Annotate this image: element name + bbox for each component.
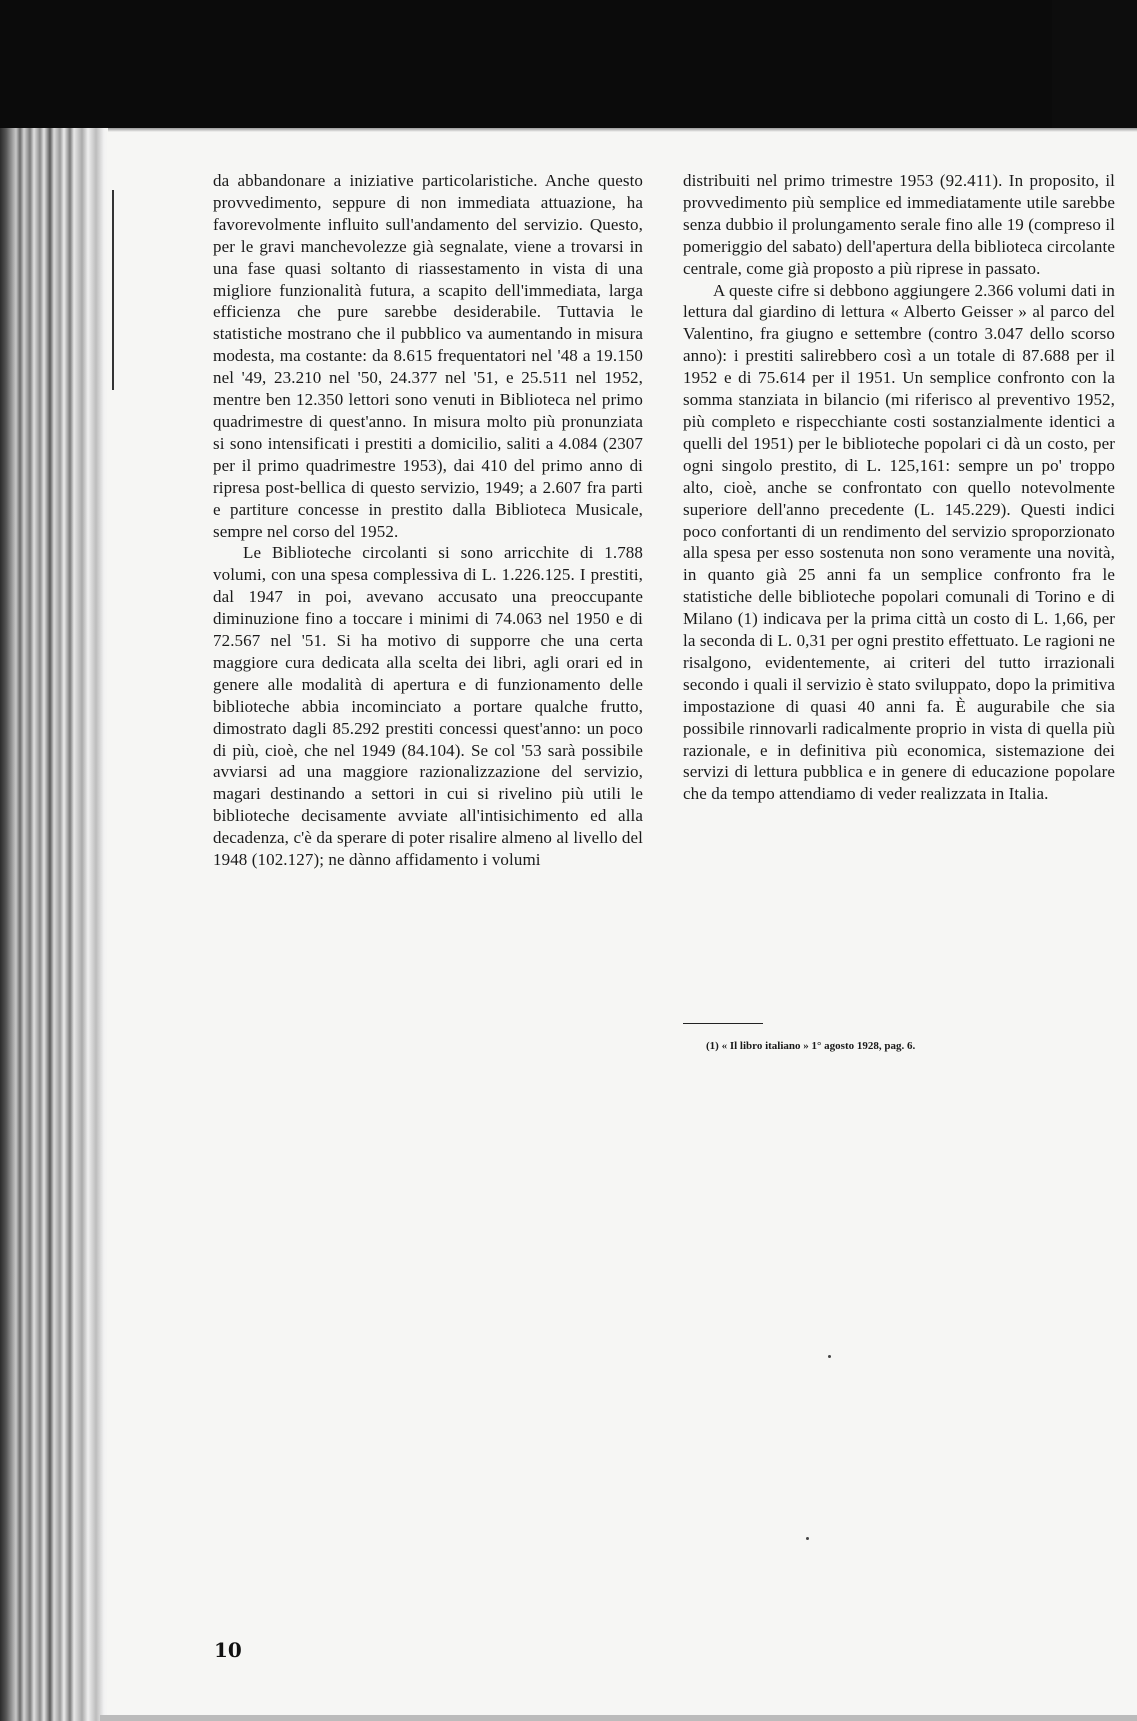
paragraph: da abbandonare a iniziative particolaristiche. Anche questo provvedimento, seppure di non immediata attuazione, ha favorevolmente influito sull'andamento del servizio. Questo, per le gravi manchevolezze già segnalate, viene a trovarsi in una fase quasi soltanto di riassestamento in vista di una migliore funzionalità futura, a scapito dell'immediata, larga efficienza che pure sarebbe desiderabile. Tuttavia le statistiche mostrano che il pubblico va aumentando in misura modesta, ma costante: da 8.615 frequentatori nel '48 a 19.150 nel '49, 23.210 nel '50, 24.377 nel '51, e 25.511 nel 1952, mentre ben 12.350 lettori sono venuti in Biblioteca nel primo quadrimestre di quest'anno. In misura molto più pronunziata si sono intensificati i prestiti a domicilio, saliti a 4.084 (2307 per il primo quadrimestre 1953), dai 410 del primo anno di ripresa post-bellica di questo servizio, 1949; a 2.607 fra parti e partiture concesse in prestito dalla Biblioteca Musicale, sempre nel corso del 1952.	[213, 171, 643, 541]
right-column	[683, 170, 1115, 805]
paragraph: A queste cifre si debbono aggiungere 2.366 volumi dati in lettura dal giardino di lettura « Alberto Geisser » al parco del Valentino, fra giugno e settembre (contro 3.047 dello scorso anno): i prestiti salirebbero così a un totale di 87.688 per il 1952 e di 75.614 per il 1951. Un semplice confronto con la somma stanziata in bilancio (mi riferisco al preventivo 1952, più completo e rispecchiante costi sostanzialmente identici a quelli del 1951) per le biblioteche popolari ci dà un costo, per ogni singolo prestito, di L. 125,161: sempre un po' troppo alto, cioè, anche se confrontato con quello notevolmente superiore dell'anno precedente (L. 145.229). Questi indici poco confortanti di un rendimento del servizio sproporzionato alla spesa per esso sostenuta non sono veramente una novità, in quanto già 25 anni fa un semplice confronto fra le statistiche delle biblioteche popolari comunali di Torino e di Milano (1) indicava per la prima città un costo di L. 1,66, per la seconda di L. 0,31 per ogni prestito effettuato. Le ragioni ne risalgono, evidentemente, ai criteri del tutto irrazionali secondo i quali il servizio è stato sviluppato, dopo la primitiva impostazione di quasi 40 anni fa. È augurabile che sia possibile rinnovarli radicalmente proprio in vista di quella più razionale, e in definitiva più economica, sistemazione dei servizi di lettura pubblica e in genere di educazione popolare che da tempo attendiamo di veder realizzata in Italia.	[683, 280, 1115, 804]
paragraph: distribuiti nel primo trimestre 1953 (92.411). In proposito, il provvedimento più semplice ed immediatamente utile sarebbe senza dubbio il prolungamento serale fino alle 19 (compreso il pomeriggio del sabato) dell'apertura della biblioteca circolante centrale, come già proposto a più riprese in passato.	[683, 171, 1115, 278]
footnote: (1) « Il libro italiano » 1° agosto 1928, pag. 6.	[706, 1040, 916, 1052]
scan-dark-border	[0, 0, 1137, 130]
speck	[806, 1537, 809, 1540]
spine-line	[112, 190, 114, 390]
left-column	[213, 170, 643, 871]
footnote-rule	[683, 1023, 763, 1024]
page-number: 10	[214, 1638, 242, 1662]
speck	[828, 1355, 831, 1358]
paragraph: Le Biblioteche circolanti si sono arricchite di 1.788 volumi, con una spesa complessiva di L. 1.226.125. I prestiti, dal 1947 in poi, avevano accusato una preoccupante diminuzione fino a toccare i minimi di 74.063 nel 1950 e di 72.567 nel '51. Si ha motivo di supporre che una certa maggiore cura dedicata alla scelta dei libri, agli orari ed in genere alle modalità di apertura e di funzionamento delle biblioteche abbia incominciato a portare qualche frutto, dimostrato dagli 85.292 prestiti concessi quest'anno: un poco di più, cioè, che nel 1949 (84.104). Se col '53 sarà possibile avviarsi ad una maggiore razionalizzazione del servizio, magari destinando a settori in cui si rivelino più utili le biblioteche decisamente avviate all'intisichimento ed alla decadenza, c'è da sperare di poter risalire almeno al livello del 1948 (102.127); ne dànno affidamento i volumi	[213, 543, 643, 870]
page-top-shadow	[100, 128, 1137, 132]
page-bottom-edge	[100, 1715, 1137, 1721]
book-spine-edges	[0, 128, 108, 1721]
